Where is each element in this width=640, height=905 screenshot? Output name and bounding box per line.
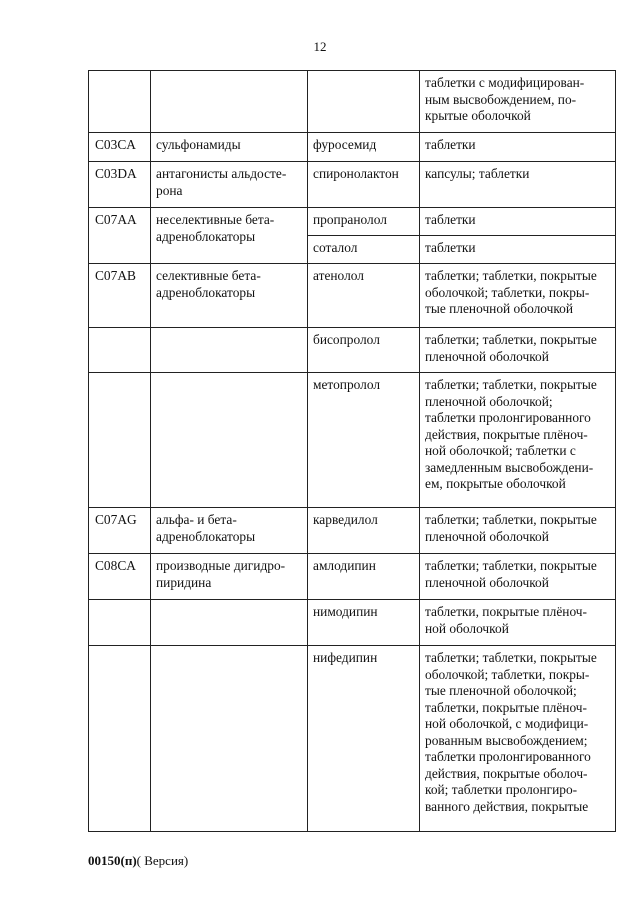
group-cell: антагонисты альдосте- рона bbox=[151, 162, 308, 208]
group-cell bbox=[151, 328, 308, 373]
drug-cell: атенолол bbox=[308, 264, 420, 328]
atc-code-cell bbox=[89, 373, 151, 508]
atc-code-cell: C07AB bbox=[89, 264, 151, 328]
table-row bbox=[89, 373, 616, 508]
page-number: 12 bbox=[313, 39, 327, 54]
drug-cell: амлодипин bbox=[308, 554, 420, 600]
medication-table bbox=[88, 70, 616, 832]
group-cell: селективные бета- адреноблокаторы bbox=[151, 264, 308, 328]
table-row bbox=[89, 600, 616, 646]
drug-cell bbox=[308, 71, 420, 133]
drug-cell: метопролол bbox=[308, 373, 420, 508]
drug-cell: спиронолактон bbox=[308, 162, 420, 208]
atc-code-cell bbox=[89, 328, 151, 373]
group-cell bbox=[151, 373, 308, 508]
dosage-form-cell: таблетки; таблетки, покрытые оболочкой; таблетки, покры- тые пленочной оболочкой; таблетки, покрытые плёноч- ной оболочкой, с модифици- рованным высвобождением; таблетки пролонгированного действия, покрытые оболоч- кой; таблетки пролонгиро- ванного действия, покрытые bbox=[420, 646, 616, 832]
table-row bbox=[89, 133, 616, 162]
drug-cell: бисопролол bbox=[308, 328, 420, 373]
atc-code-cell bbox=[89, 71, 151, 133]
dosage-form-cell: капсулы; таблетки bbox=[420, 162, 616, 208]
dosage-form-cell: таблетки; таблетки, покрытые пленочной оболочкой bbox=[420, 554, 616, 600]
dosage-form-cell: таблетки; таблетки, покрытые пленочной оболочкой bbox=[420, 508, 616, 554]
group-cell: альфа- и бета- адреноблокаторы bbox=[151, 508, 308, 554]
group-cell bbox=[151, 600, 308, 646]
group-cell bbox=[151, 646, 308, 832]
version-label: ( Версия) bbox=[136, 853, 189, 868]
drug-cell: пропранолол bbox=[308, 208, 420, 236]
document-footer bbox=[88, 853, 188, 869]
atc-code-cell: C03CA bbox=[89, 133, 151, 162]
drug-cell: нимодипин bbox=[308, 600, 420, 646]
document-id: 00150(п) bbox=[88, 853, 137, 868]
atc-code-cell bbox=[89, 600, 151, 646]
group-cell: неселективные бета- адреноблокаторы bbox=[151, 208, 308, 264]
table-row bbox=[89, 646, 616, 832]
table-row bbox=[89, 328, 616, 373]
dosage-form-cell: таблетки с модифицирован- ным высвобождением, по- крытые оболочкой bbox=[420, 71, 616, 133]
group-cell bbox=[151, 71, 308, 133]
table-row bbox=[89, 162, 616, 208]
group-cell: производные дигидро- пиридина bbox=[151, 554, 308, 600]
table-row bbox=[89, 508, 616, 554]
table-row bbox=[89, 208, 616, 236]
dosage-form-cell: таблетки, покрытые плёноч- ной оболочкой bbox=[420, 600, 616, 646]
drug-cell: фуросемид bbox=[308, 133, 420, 162]
atc-code-cell: C08CA bbox=[89, 554, 151, 600]
dosage-form-cell: таблетки; таблетки, покрытые оболочкой; таблетки, покры- тые пленочной оболочкой bbox=[420, 264, 616, 328]
table-row bbox=[89, 264, 616, 328]
dosage-form-cell: таблетки; таблетки, покрытые пленочной оболочкой bbox=[420, 328, 616, 373]
drug-cell: карведилол bbox=[308, 508, 420, 554]
atc-code-cell: C03DA bbox=[89, 162, 151, 208]
dosage-form-cell: таблетки; таблетки, покрытые пленочной оболочкой; таблетки пролонгированного действия, покрытые плёноч- ной оболочкой; таблетки с замедленным высвобождени- ем, покрытые оболочкой bbox=[420, 373, 616, 508]
group-cell: сульфонамиды bbox=[151, 133, 308, 162]
drug-cell: соталол bbox=[308, 236, 420, 264]
table-row bbox=[89, 71, 616, 133]
atc-code-cell: C07AA bbox=[89, 208, 151, 264]
atc-code-cell: C07AG bbox=[89, 508, 151, 554]
dosage-form-cell: таблетки bbox=[420, 133, 616, 162]
table-row bbox=[89, 554, 616, 600]
dosage-form-cell: таблетки bbox=[420, 208, 616, 236]
dosage-form-cell: таблетки bbox=[420, 236, 616, 264]
drug-cell: нифедипин bbox=[308, 646, 420, 832]
atc-code-cell bbox=[89, 646, 151, 832]
